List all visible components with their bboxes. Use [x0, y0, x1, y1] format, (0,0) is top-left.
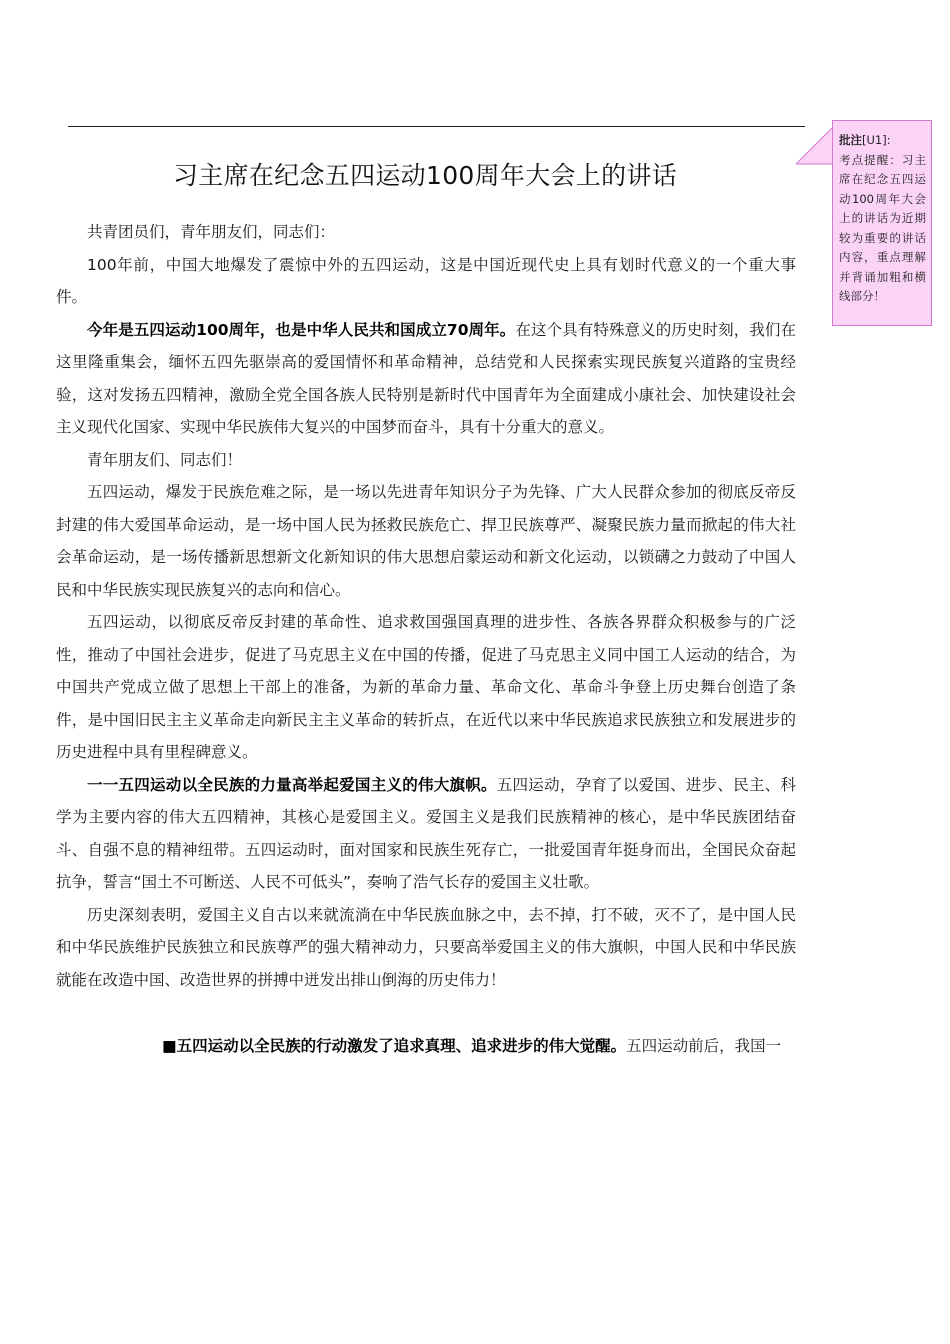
paragraph-6 [56, 769, 796, 899]
paragraph-7: 历史深刻表明，爱国主义自古以来就流淌在中华民族血脉之中，去不掉，打不破，灭不了，是中国人民和中华民族维护民族独立和民族尊严的强大精神动力，只要高举爱国主义的伟大旗帜，中国人民和中华民族就能在改造中国、改造世界的拼搏中迸发出排山倒海的历史伟力！ [56, 905, 796, 989]
paragraph-1: 100年前，中国大地爆发了震惊中外的五四运动，这是中国近现代史上具有划时代意义的一个重大事件。 [56, 255, 796, 306]
document-body [56, 216, 796, 1063]
paragraph-4: 五四运动，爆发于民族危难之际，是一场以先进青年知识分子为先锋、广大人民群众参加的彻底反帝反封建的伟大爱国革命运动，是一场中国人民为拯救民族危亡、捍卫民族尊严、凝聚民族力量而掀起的伟大社会革命运动，是一场传播新思想新文化新知识的伟大思想启蒙运动和新文化运动，以锁礴之力鼓动了中国人民和中华民族实现民族复兴的志向和信心。 [56, 483, 796, 599]
comment-text: 考点提醒：习主席在纪念五四运动100周年大会上的讲话为近期较为重要的讲话内容，重点理解并背诵加粗和横线部分！ [839, 152, 926, 303]
paragraph-6-text: 五四运动，孕育了以爱国、进步、民主、科学为主要内容的伟大五四精神，其核心是爱国主义。爱国主义是我们民族精神的核心，是中华民族团结奋斗、自强不息的精神纽带。五四运动时，面对国家和民族生死存亡，一批爱国青年挺身而出，全国民众奋起抗争，誓言“国土不可断送、人民不可低头”，奏响了浩气长存的爱国主义壮歌。 [56, 775, 796, 891]
paragraph-8-text: 五四运动前后，我国一 [626, 1037, 782, 1055]
document-title: 习主席在纪念五四运动100周年大会上的讲话 [172, 161, 678, 190]
paragraph-2-bold: 今年是五四运动100周年，也是中华人民共和国成立70周年。 [87, 320, 516, 339]
greeting-paragraph: 共青团员们，青年朋友们，同志们： [87, 223, 336, 241]
comment-label: 批注 [839, 133, 862, 147]
header-rule [68, 126, 805, 127]
comment-ref: [U1]: [862, 133, 891, 147]
comment-balloon[interactable] [832, 120, 932, 326]
paragraph-2-text: 在这个具有特殊意义的历史时刻，我们在这里隆重集会，缅怀五四先驱崇高的爱国情怀和革命精神，总结党和人民探索实现民族复兴道路的宝贵经验，这对发扬五四精神，激励全党全国各族人民特别是新时代中国青年为全面建成小康社会、加快建设社会主义现代化国家、实现中华民族伟大复兴的中国梦而奋斗，具有十分重大的意义。 [56, 320, 796, 436]
paragraph-8 [56, 1030, 796, 1063]
paragraph-8-bold: ■五四运动以全民族的行动激发了追求真理、追求进步的伟大觉醒。 [162, 1037, 627, 1055]
paragraph-6-bold: 一一五四运动以全民族的力量高举起爱国主义的伟大旗帜。 [87, 775, 497, 794]
paragraph-gap [56, 996, 796, 1030]
paragraph-3: 青年朋友们、同志们！ [87, 450, 243, 469]
paragraph-2 [56, 314, 796, 444]
paragraph-5: 五四运动，以彻底反帝反封建的革命性、追求救国强国真理的进步性、各族各界群众积极参与的广泛性，推动了中国社会进步，促进了马克思主义在中国的传播，促进了马克思主义同中国工人运动的结合，为中国共产党成立做了思想上干部上的准备，为新的革命力量、革命文化、革命斗争登上历史舞台创造了条件，是中国旧民主主义革命走向新民主主义革命的转折点，在近代以来中华民族追求民族独立和发展进步的历史进程中具有里程碑意义。 [56, 613, 796, 761]
